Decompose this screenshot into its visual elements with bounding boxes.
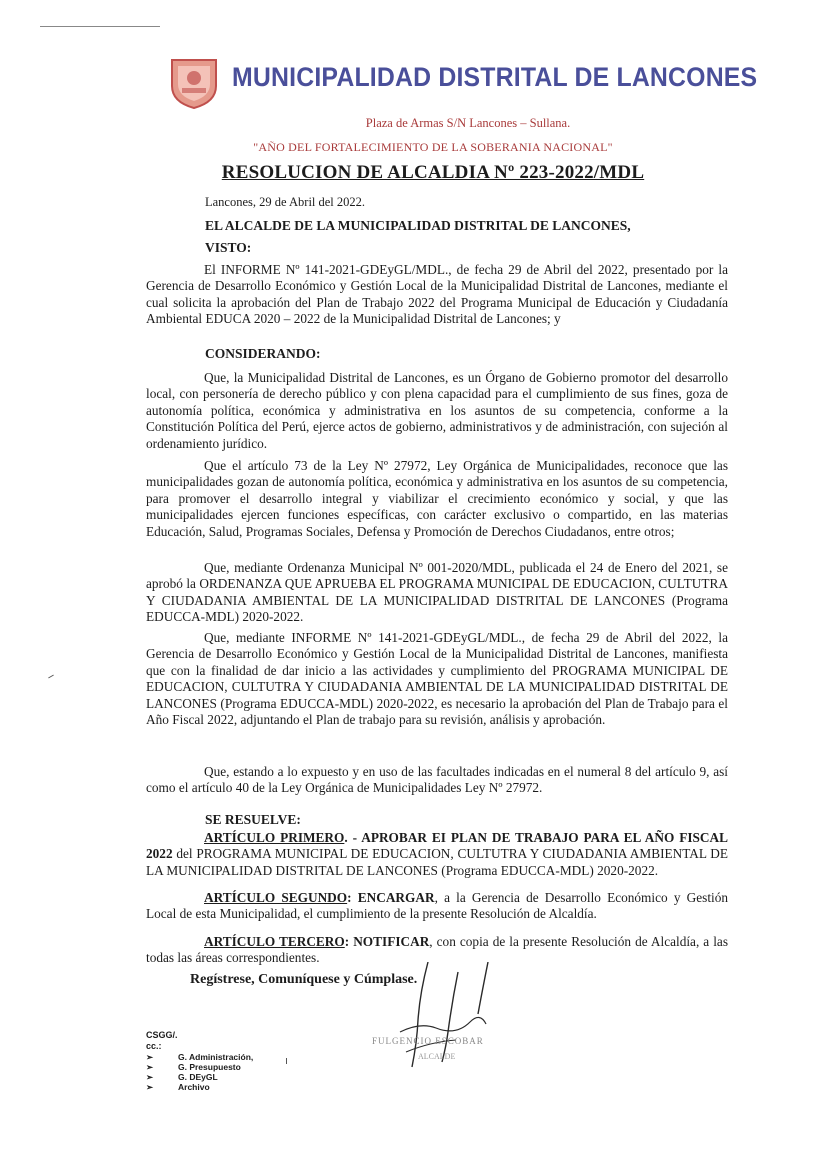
year-motto: "AÑO DEL FORTALECIMIENTO DE LA SOBERANIA NACIONAL" bbox=[253, 140, 613, 154]
considerando-paragraph-5: Que, estando a lo expuesto y en uso de las facultades indicadas en el numeral 8 del artículo 9, así como el artículo 40 de la Ley Orgánica de Municipalidades Ley Nº 27972. bbox=[146, 764, 728, 796]
cc-item: ➢ G. Presupuesto bbox=[146, 1062, 241, 1072]
resolution-title: RESOLUCION DE ALCALDIA Nº 223-2022/MDL bbox=[221, 162, 645, 183]
visto-paragraph: El INFORME Nº 141-2021-GDEyGL/MDL., de fecha 29 de Abril del 2022, presentado por la Gerencia de Desarrollo Económico y Gestión Local de la Municipalidad Distrital de Lancones, mediante el cual solicita la aprobación del Plan de Trabajo 2022 del Programa Municipal de Educación y Ciudadanía Ambiental EDUCA 2020 – 2022 de la Municipalidad Distrital de Lancones; y bbox=[146, 262, 728, 327]
cc-label: cc.: bbox=[146, 1041, 162, 1051]
municipality-title: MUNICIPALIDAD DISTRITAL DE LANCONES bbox=[232, 62, 758, 92]
considerando-paragraph-1: Que, la Municipalidad Distrital de Lancones, es un Órgano de Gobierno promotor del desarrollo local, con personería de derecho público y con plena capacidad para el cumplimiento de sus fines, goza de autonomía política, económica y administrativa en los asuntos de su competencia, conforme a la Constitución Política del Perú, ejerce actos de gobierno, administrativos y de administración, con sujeción al ordenamiento jurídico. bbox=[146, 370, 728, 451]
article-segundo: ARTÍCULO SEGUNDO: ENCARGAR, a la Gerencia de Desarrollo Económico y Gestión Local de esta Municipalidad, el cumplimiento de la presente Resolución de Alcaldía. bbox=[146, 890, 729, 922]
resolution-date: Lancones, 29 de Abril del 2022. bbox=[205, 195, 366, 209]
closing-formula: Regístrese, Comuníquese y Cúmplase. bbox=[190, 972, 418, 987]
cc-item: ➢ G. DEyGL bbox=[146, 1072, 218, 1082]
cc-item: ➢ G. Administración, bbox=[146, 1052, 254, 1062]
addressee: EL ALCALDE DE LA MUNICIPALIDAD DISTRITAL DE LANCONES, bbox=[205, 218, 631, 233]
cc-list bbox=[146, 1052, 253, 1092]
visto-heading: VISTO: bbox=[205, 240, 252, 255]
considerando-heading: CONSIDERANDO: bbox=[205, 346, 321, 361]
municipal-crest-logo bbox=[168, 56, 220, 110]
arrow-bullet-icon: ➢ bbox=[146, 1052, 154, 1062]
considerando-paragraph-4: Que, mediante INFORME Nº 141-2021-GDEyGL/MDL., de fecha 29 de Abril del 2022, la Gerencia de Desarrollo Económico y Gestión Local de la Municipalidad Distrital de Lancones, manifiesta que con la finalidad de dar inicio a las actividades y cumplimiento del PROGRAMA MUNICIPAL DE EDUCACION, CULTUTRA Y CIUDADANIA AMBIENTAL DE LA MUNICIPALIDAD DISTRITAL DE LANCONES (Programa EDUCCA-MDL) 2020-2022, es necesario la aprobación del Plan de Trabajo para el Año Fiscal 2022, adjuntando el Plan de trabajo para su revisión, análisis y aprobación. bbox=[146, 630, 728, 728]
arrow-bullet-icon: ➢ bbox=[146, 1062, 154, 1072]
signature-role: ALCALDE bbox=[418, 1052, 456, 1061]
margin-mark bbox=[48, 675, 54, 679]
cc-item: ➢ Archivo bbox=[146, 1082, 210, 1092]
article-primero: ARTÍCULO PRIMERO. - APROBAR EI PLAN DE TRABAJO PARA EL AÑO FISCAL 2022 del PROGRAMA MUNICIPAL DE EDUCACION, CULTUTRA Y CIUDADANIA AMBIENTAL DE LA MUNICIPALIDAD DISTRITAL DE LANCONES (Programa EDUCCA-MDL) 2020-2022. bbox=[146, 830, 729, 878]
address-line: Plaza de Armas S/N Lancones – Sullana. bbox=[365, 116, 571, 130]
arrow-bullet-icon: ➢ bbox=[146, 1072, 154, 1082]
considerando-paragraph-2: Que el artículo 73 de la Ley Nº 27972, Ley Orgánica de Municipalidades, reconoce que las municipalidades gozan de autonomía política, económica y administrativa en los asuntos de su competencia, para promover el desarrollo integral y viabilizar el crecimiento económico y social, y que las municipalidades ejercen funciones específicas, con carácter exclusivo o compartido, en las materias Educación, Salud, Programas Sociales, Defensa y Promoción de Derechos Ciudadanos, entre otros; bbox=[146, 458, 728, 539]
margin-mark bbox=[286, 1058, 287, 1064]
considerando-paragraph-3: Que, mediante Ordenanza Municipal Nº 001-2020/MDL, publicada el 24 de Enero del 2021, se aprobó la ORDENANZA QUE APRUEBA EL PROGRAMA MUNICIPAL DE EDUCACION, CULTUTRA Y CIUDADANIA AMBIENTAL DE LA MUNICIPALIDAD DISTRITAL DE LANCONES (Programa EDUCCA-MDL) 2020-2022. bbox=[146, 560, 728, 625]
signature-stamp: FULGENCIO ESCOBAR bbox=[372, 1036, 484, 1046]
arrow-bullet-icon: ➢ bbox=[146, 1082, 154, 1092]
initials: CSGG/. bbox=[146, 1030, 178, 1040]
top-rule bbox=[40, 26, 160, 27]
article-tercero: ARTÍCULO TERCERO: NOTIFICAR, con copia de la presente Resolución de Alcaldía, a las todas las áreas correspondientes. bbox=[146, 934, 728, 966]
resuelve-heading: SE RESUELVE: bbox=[205, 812, 301, 827]
